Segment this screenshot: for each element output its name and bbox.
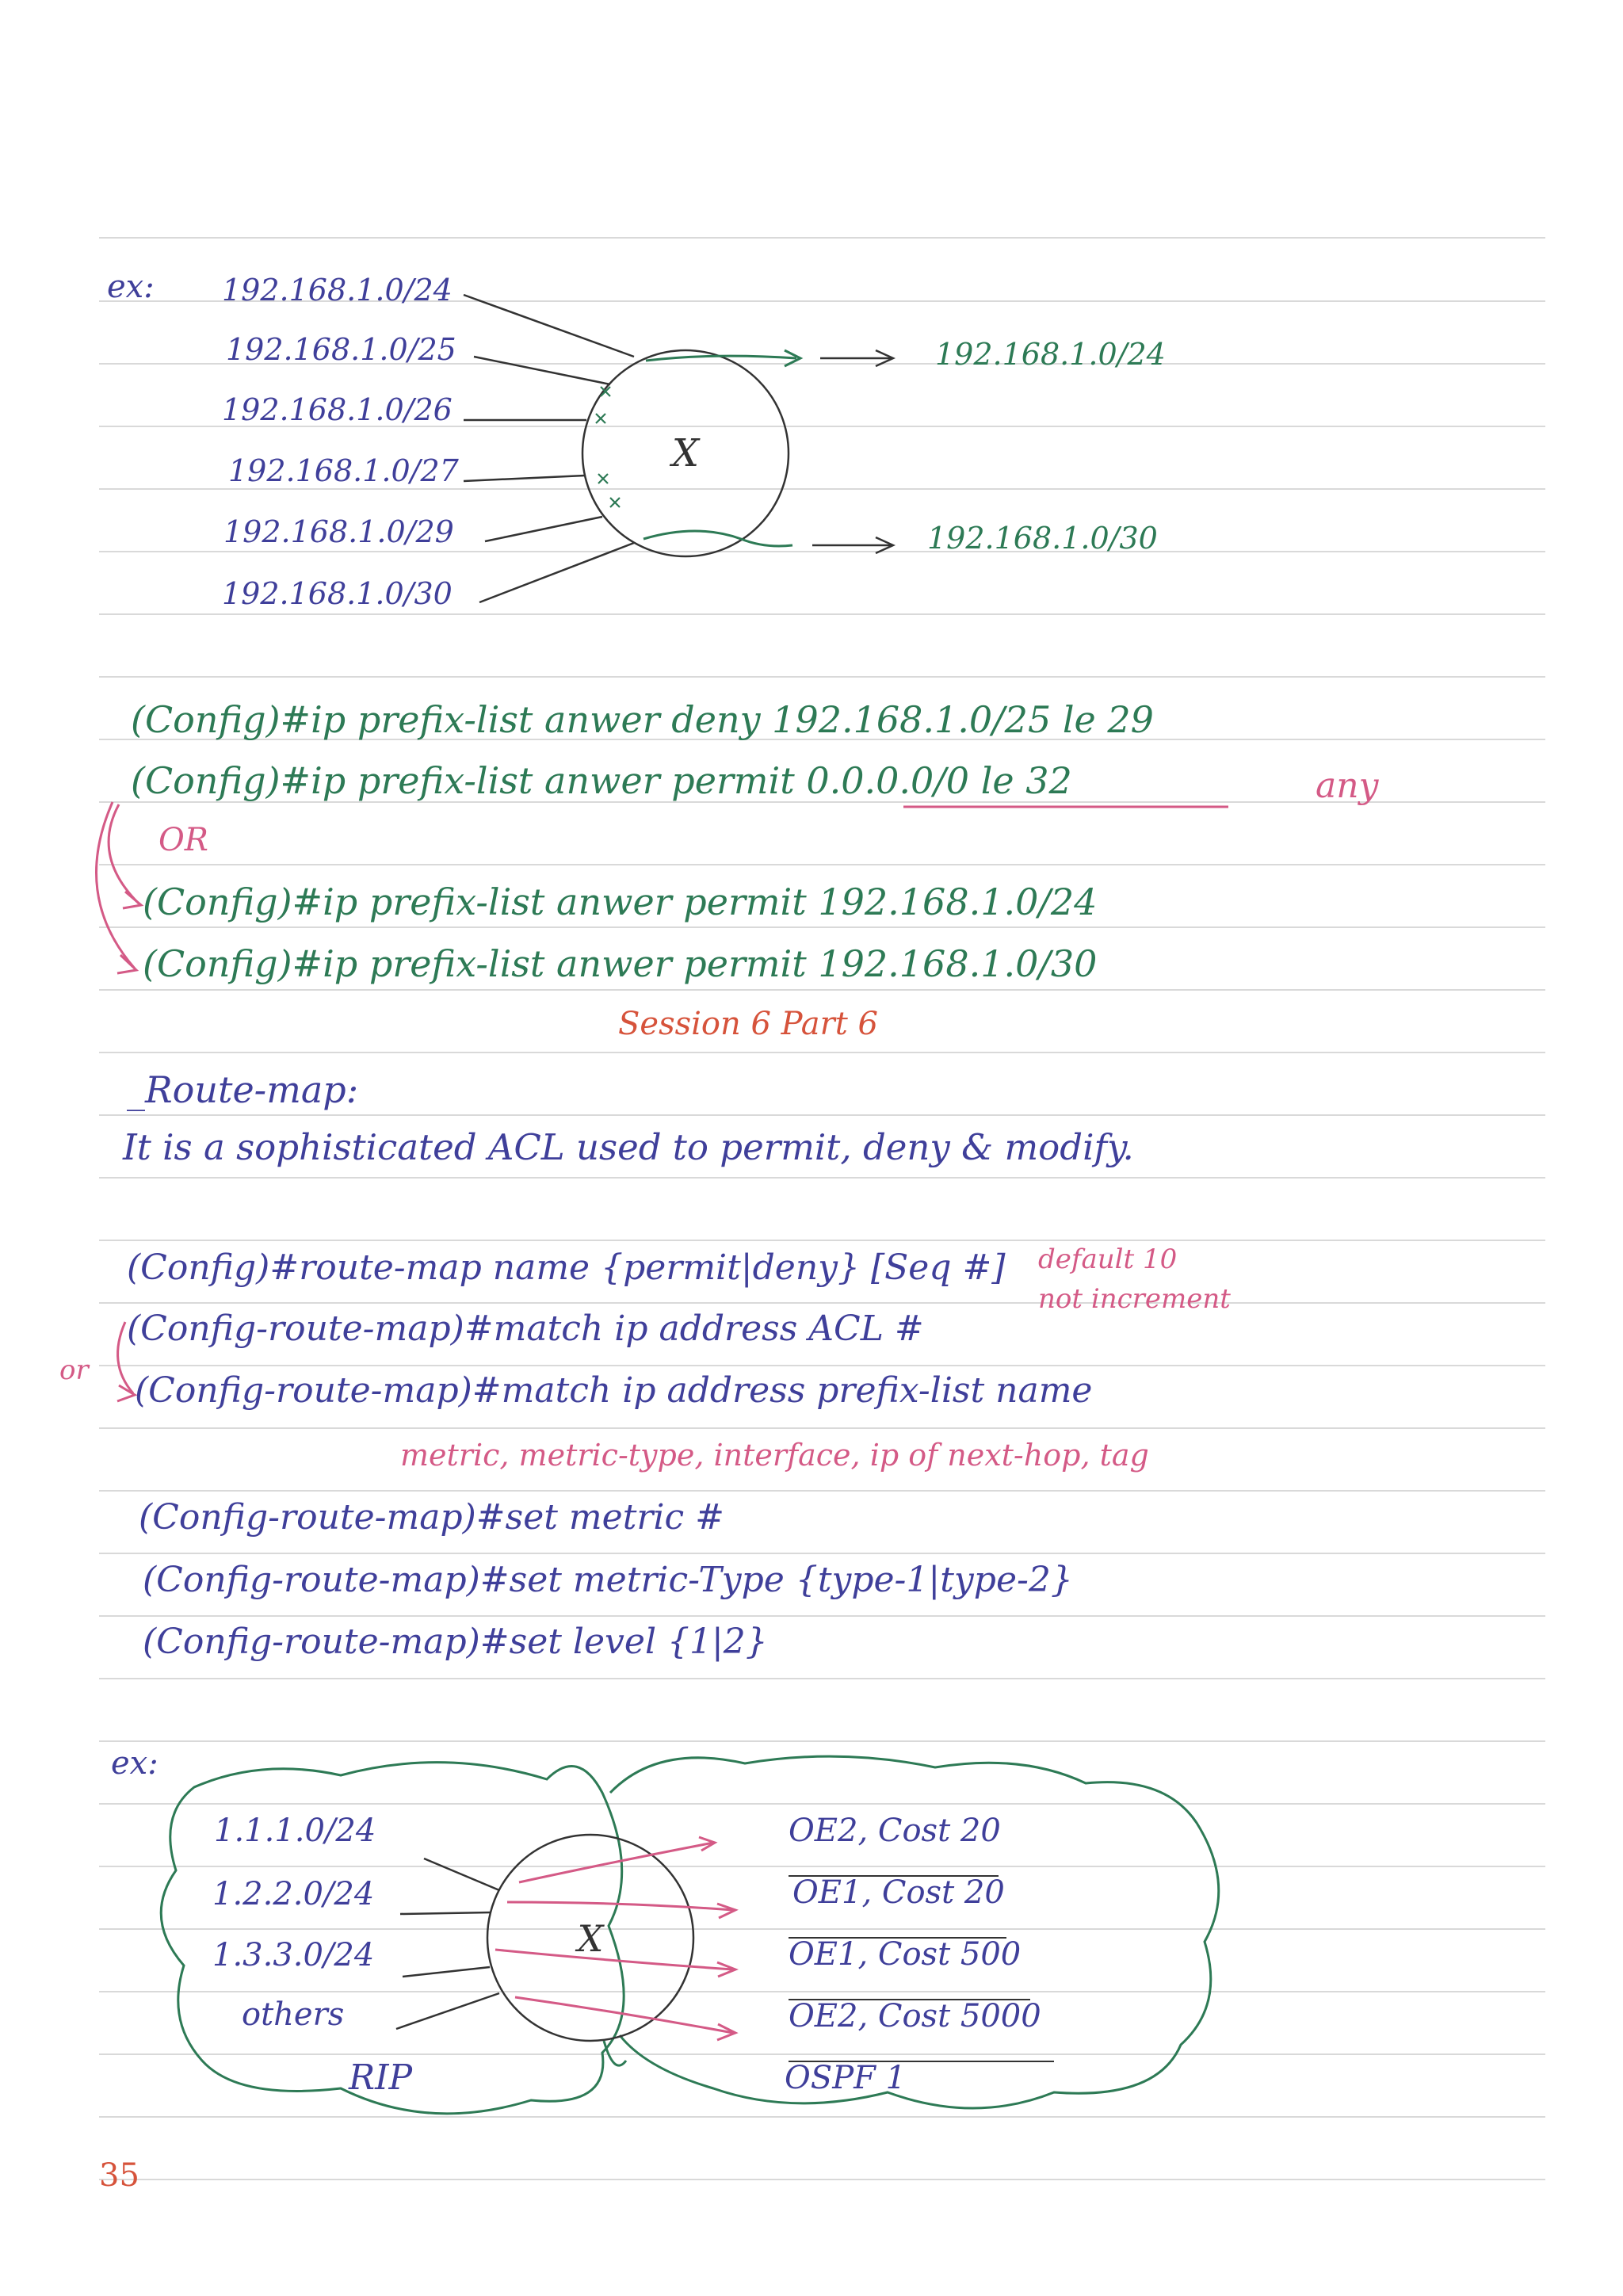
ex1-input-1: 192.168.1.0/24 bbox=[222, 273, 453, 308]
ex1-input-5: 192.168.1.0/29 bbox=[223, 514, 454, 549]
session-title: Session 6 Part 6 bbox=[618, 1006, 878, 1042]
cmd-set-metric-type: (Config-route-map)#set metric-Type {type-1|type-2} bbox=[143, 1560, 1073, 1600]
or-label: or bbox=[59, 1354, 89, 1386]
ex1-input-6: 192.168.1.0/30 bbox=[222, 576, 453, 611]
route-map-description: It is a sophisticated ACL used to permit, deny & modify. bbox=[123, 1126, 1134, 1168]
cmd-set-level: (Config-route-map)#set level {1|2} bbox=[143, 1622, 768, 1662]
ex2-output-3: OE1, Cost 500 bbox=[789, 1936, 1022, 1973]
ex2-input-2: 1.2.2.0/24 bbox=[212, 1876, 375, 1912]
prefix-cmd-permit-30: (Config)#ip prefix-list anwer permit 192.168.1.0/30 bbox=[143, 942, 1098, 985]
page-number: 35 bbox=[99, 2157, 139, 2194]
ex1-input-3: 192.168.1.0/26 bbox=[222, 392, 453, 427]
cmd-route-map: (Config)#route-map name {permit|deny} [Seq #] bbox=[127, 1247, 1006, 1288]
ex2-filter-symbol: X bbox=[577, 1917, 604, 1960]
note-default: default 10 bbox=[1038, 1244, 1178, 1275]
prefix-cmd-permit-24: (Config)#ip prefix-list anwer permit 192.168.1.0/24 bbox=[143, 881, 1098, 923]
prefix-cmd-permit-any: (Config)#ip prefix-list anwer permit 0.0.0.0/0 le 32 bbox=[131, 759, 1072, 802]
ex1-output-2: 192.168.1.0/30 bbox=[927, 521, 1158, 556]
any-note: any bbox=[1316, 766, 1379, 806]
ex2-input-3: 1.3.3.0/24 bbox=[212, 1937, 375, 1973]
set-options: metric, metric-type, interface, ip of next-hop, tag bbox=[400, 1438, 1149, 1473]
cmd-match-prefix: (Config-route-map)#match ip address prefix-list name bbox=[135, 1370, 1093, 1411]
note-increment: not increment bbox=[1038, 1283, 1231, 1315]
ospf-cloud-label: OSPF 1 bbox=[785, 2060, 907, 2096]
example2-label: ex: bbox=[111, 1745, 158, 1782]
example1-label: ex: bbox=[107, 269, 155, 305]
ex2-output-2: OE1, Cost 20 bbox=[792, 1874, 1005, 1911]
ex2-input-4: others bbox=[242, 1996, 345, 2033]
or-note: OR bbox=[158, 822, 208, 858]
prefix-cmd-deny: (Config)#ip prefix-list anwer deny 192.168.1.0/25 le 29 bbox=[131, 698, 1154, 741]
ex2-output-4: OE2, Cost 5000 bbox=[789, 1998, 1041, 2034]
ospf-cloud bbox=[610, 1756, 1219, 2108]
cmd-match-acl: (Config-route-map)#match ip address ACL # bbox=[127, 1308, 924, 1349]
ex1-filter-symbol: X bbox=[671, 431, 700, 476]
ex1-input-2: 192.168.1.0/25 bbox=[226, 332, 456, 367]
route-map-heading: _Route-map: bbox=[127, 1068, 359, 1111]
ex1-input-4: 192.168.1.0/27 bbox=[228, 453, 459, 488]
ex2-input-1: 1.1.1.0/24 bbox=[214, 1813, 376, 1849]
ex2-output-1: OE2, Cost 20 bbox=[789, 1813, 1001, 1849]
ex1-output-1: 192.168.1.0/24 bbox=[935, 337, 1166, 372]
rip-cloud-label: RIP bbox=[349, 2057, 413, 2098]
cmd-set-metric: (Config-route-map)#set metric # bbox=[139, 1497, 724, 1538]
